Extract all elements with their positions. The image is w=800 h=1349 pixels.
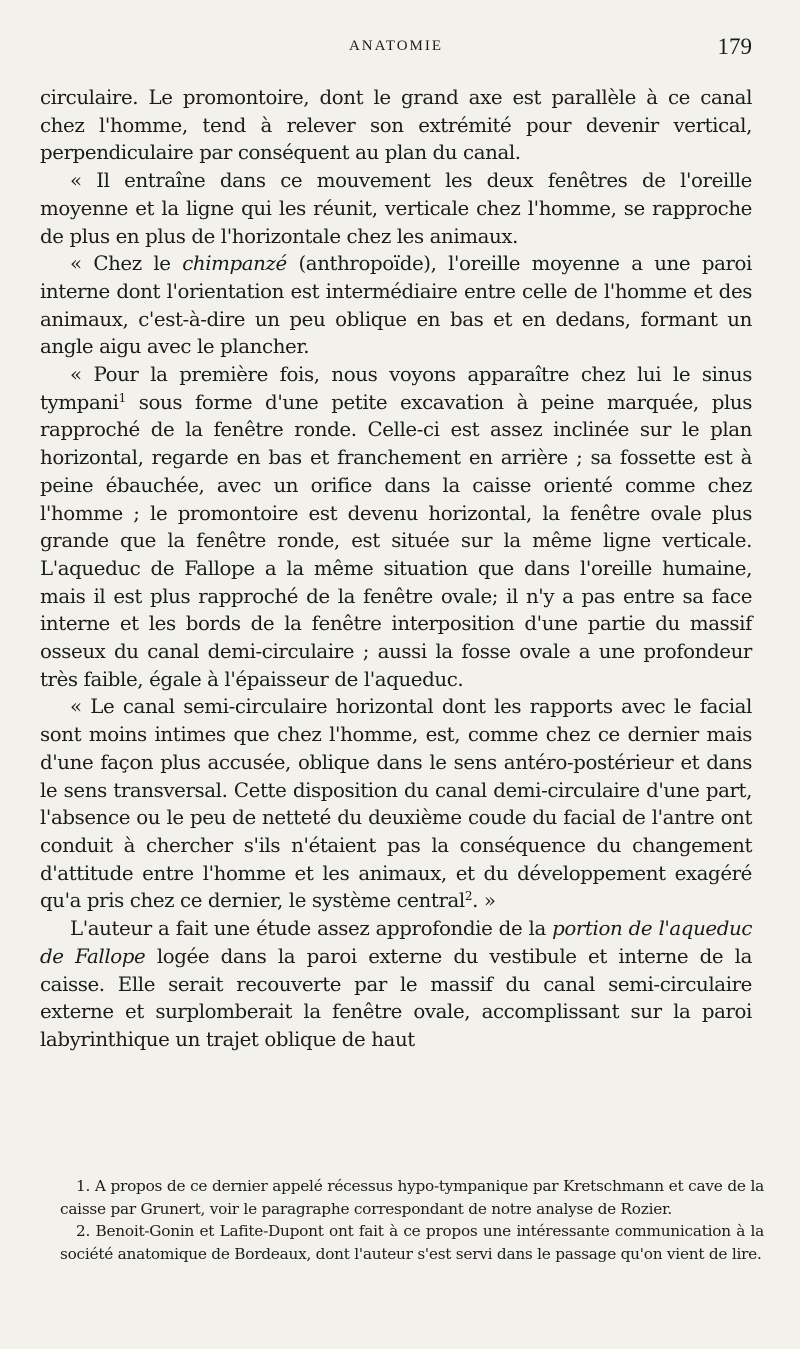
running-head bbox=[40, 34, 752, 64]
paragraph-6-emphasis: portion de l'aqueduc de Fallope bbox=[40, 917, 753, 968]
paragraph-2-text: « Il entraîne dans ce mouvement les deux fenêtres de l'oreille moyenne et la ligne qui les réunit, verticale chez l'homme, se rapproche de plus en plus de l'horizontale chez les animaux. bbox=[40, 169, 752, 248]
paragraph-3-emphasis: chimpanzé bbox=[182, 252, 287, 276]
paragraph-6-text-end: logée dans la paroi externe du vestibule et interne de la caisse. Elle serait recouverte par le massif du canal semi-circulaire externe et surplomberait la fenêtre ovale, accomplissant sur la paroi labyrinthique un trajet oblique de haut bbox=[40, 944, 753, 1051]
footnote-ref-2: 2 bbox=[464, 889, 473, 904]
paragraph-4 bbox=[40, 361, 752, 693]
footnote-2: 2. Benoit-Gonin et Lafite-Dupont ont fait à ce propos une intéressante communication à la société anatomique de Bordeaux, dont l'auteur s'est servi dans le passage qu'on vient de lire. bbox=[60, 1222, 764, 1263]
paragraph-1-text: circulaire. Le promontoire, dont le grand axe est parallèle à ce canal chez l'homme, tend à relever son extrémité pour devenir vertical, perpendiculaire par conséquent au plan du canal. bbox=[40, 86, 752, 165]
paragraph-5-text-end: . » bbox=[472, 889, 496, 913]
page-number: 179 bbox=[717, 34, 752, 59]
paragraph-6-text-start: L'auteur a fait une étude assez approfondie de la bbox=[70, 917, 553, 941]
paragraph-4-text-end: sous forme d'une petite excavation à peine marquée, plus rapproché de la fenêtre ronde. Celle-ci est assez inclinée sur le plan horizontal, regarde en bas et franchement en arrière ; sa fossette est à peine ébauchée, avec un orifice dans la caisse orienté comme chez l'homme ; le promontoire est devenu horizontal, la fenêtre ovale plus grande que la fenêtre ronde, est située sur la même ligne verticale. L'aqueduc de Fallope a la même situation que dans l'oreille humaine, mais il est plus rapproché de la fenêtre ovale; il n'y a pas entre sa face interne et les bords de la fenêtre interposition d'une partie du massif osseux du canal demi-circulaire ; aussi la fosse ovale a une profondeur très faible, égale à l'épaisseur de l'aqueduc. bbox=[40, 390, 752, 691]
paragraph-3-text-end: (anthropoïde), l'oreille moyenne a une paroi interne dont l'orientation est intermédiaire entre celle de l'homme et des animaux, c'est-à-dire un peu oblique en bas et en dedans, formant un angle aigu avec le plancher. bbox=[40, 252, 752, 359]
paragraph-5 bbox=[40, 693, 752, 915]
paragraph-3-text-start: « Chez le bbox=[70, 252, 183, 276]
paragraph-4-text-start: « Pour la première fois, nous voyons apparaître chez lui le sinus tympani bbox=[40, 363, 752, 414]
paragraph-3 bbox=[40, 250, 752, 361]
paragraph-6 bbox=[40, 915, 752, 1054]
footnotes bbox=[60, 1175, 764, 1265]
paragraph-5-text-start: « Le canal semi-circulaire horizontal dont les rapports avec le facial sont moins intimes que chez l'homme, est, comme chez ce dernier mais d'une façon plus accusée, oblique dans le sens antéro-postérieur et dans le sens transversal. Cette disposition du canal demi-circulaire d'une part, l'absence ou le peu de netteté du deuxième coude du facial de l'antre ont conduit à chercher s'ils n'étaient pas la conséquence du changement d'attitude entre l'homme et les animaux, et du développement exagéré qu'a pris chez ce dernier, le système central bbox=[40, 695, 752, 913]
paragraph-1 bbox=[40, 84, 752, 167]
footnote-1: 1. A propos de ce dernier appelé récessus hypo-tympanique par Kretschmann et cave de la caisse par Grunert, voir le paragraphe correspondant de notre analyse de Rozier. bbox=[60, 1177, 764, 1218]
footnote-ref-1: 1 bbox=[118, 390, 126, 405]
running-title: ANATOMIE bbox=[348, 38, 444, 54]
paragraph-2 bbox=[40, 167, 752, 250]
body-text bbox=[40, 84, 752, 1054]
